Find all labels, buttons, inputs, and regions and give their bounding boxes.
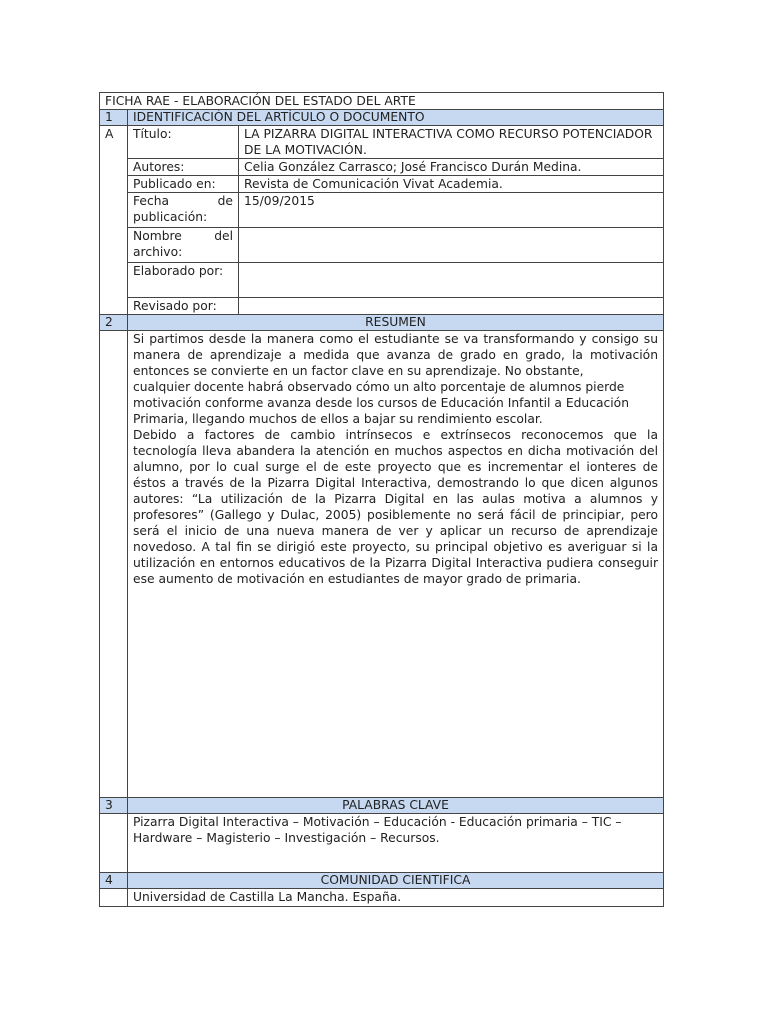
keywords-line: Pizarra Digital Interactiva – Motivación – Educación - Educación primaria – TIC – — [133, 815, 622, 829]
empty-cell — [100, 889, 128, 907]
section-number: 2 — [100, 315, 128, 331]
document-title: FICHA RAE - ELABORACIÓN DEL ESTADO DEL ARTE — [100, 93, 664, 110]
resumen-paragraph: motivación conforme avanza desde los cursos de Educación Infantil a Educación — [133, 396, 629, 410]
field-label-publicado: Publicado en: — [128, 176, 239, 193]
field-value-titulo: LA PIZARRA DIGITAL INTERACTIVA COMO RECURSO POTENCIADOR DE LA MOTIVACIÓN. — [239, 126, 664, 159]
resumen-paragraph: Si partimos desde la manera como el estudiante se va transformando y consigo su manera de aprendizaje a medida que avanza de grado en grado, la motivación entonces se convierte en un factor clave en su aprendizaje. No obstante, — [133, 332, 658, 378]
section-heading-palabras-clave: PALABRAS CLAVE — [128, 798, 664, 814]
row-letter: A — [100, 126, 128, 315]
field-value-revisado — [239, 298, 664, 315]
field-value-fecha: 15/09/2015 — [239, 193, 664, 228]
section-heading-identificacion: IDENTIFICACIÓN DEL ARTÍCULO O DOCUMENTO — [128, 110, 664, 126]
resumen-paragraph: Debido a factores de cambio intrínsecos e extrínsecos reconocemos que la tecnología lleva abandera la atención en muchos aspectos en dicha motivación del alumno, por lo cual surge el de este proyecto que es incrementar el ionteres de éstos a través de la Pizarra Digital Interactiva, demostrando lo que dicen algunos autores: “La utilización de la Pizarra Digital en las aulas motiva a alumnos y profesores” (Gallego y Dulac, 2005) posiblemente no será fácil de principiar, pero será el inicio de una nueva manera de ver y aplicar un recurso de aprendizaje novedoso. A tal fin se dirigió este proyecto, su principal objetivo es averiguar si la utilización en entornos educativos de la Pizarra Digital Interactiva pudiera conseguir ese aumento de motivación en estudiantes de mayor grado de primaria. — [133, 428, 658, 586]
field-value-archivo — [239, 228, 664, 263]
section-heading-resumen: RESUMEN — [128, 315, 664, 331]
palabras-clave-body — [128, 814, 664, 873]
empty-cell — [100, 331, 128, 798]
field-label-revisado: Revisado por: — [128, 298, 239, 315]
section-number: 3 — [100, 798, 128, 814]
field-label-archivo: Nombre del archivo: — [128, 228, 239, 263]
field-value-publicado: Revista de Comunicación Vivat Academia. — [239, 176, 664, 193]
empty-cell — [100, 814, 128, 873]
section-heading-comunidad: COMUNIDAD CIENTIFICA — [128, 873, 664, 889]
resumen-paragraph: Primaria, llegando muchos de ellos a bajar su rendimiento escolar. — [133, 412, 543, 426]
section-number: 1 — [100, 110, 128, 126]
resumen-paragraph: cualquier docente habrá observado cómo un alto porcentaje de alumnos pierde — [133, 380, 625, 394]
resumen-body — [128, 331, 664, 798]
comunidad-value: Universidad de Castilla La Mancha. España. — [128, 889, 664, 907]
field-label-autores: Autores: — [128, 159, 239, 176]
keywords-line: Hardware – Magisterio – Investigación – Recursos. — [133, 831, 440, 845]
ficha-rae-table — [99, 92, 664, 907]
field-value-elaborado — [239, 263, 664, 298]
field-value-autores: Celia González Carrasco; José Francisco Durán Medina. — [239, 159, 664, 176]
field-label-titulo: Título: — [128, 126, 239, 159]
section-number: 4 — [100, 873, 128, 889]
field-label-fecha: Fecha de publicación: — [128, 193, 239, 228]
field-label-elaborado: Elaborado por: — [128, 263, 239, 298]
